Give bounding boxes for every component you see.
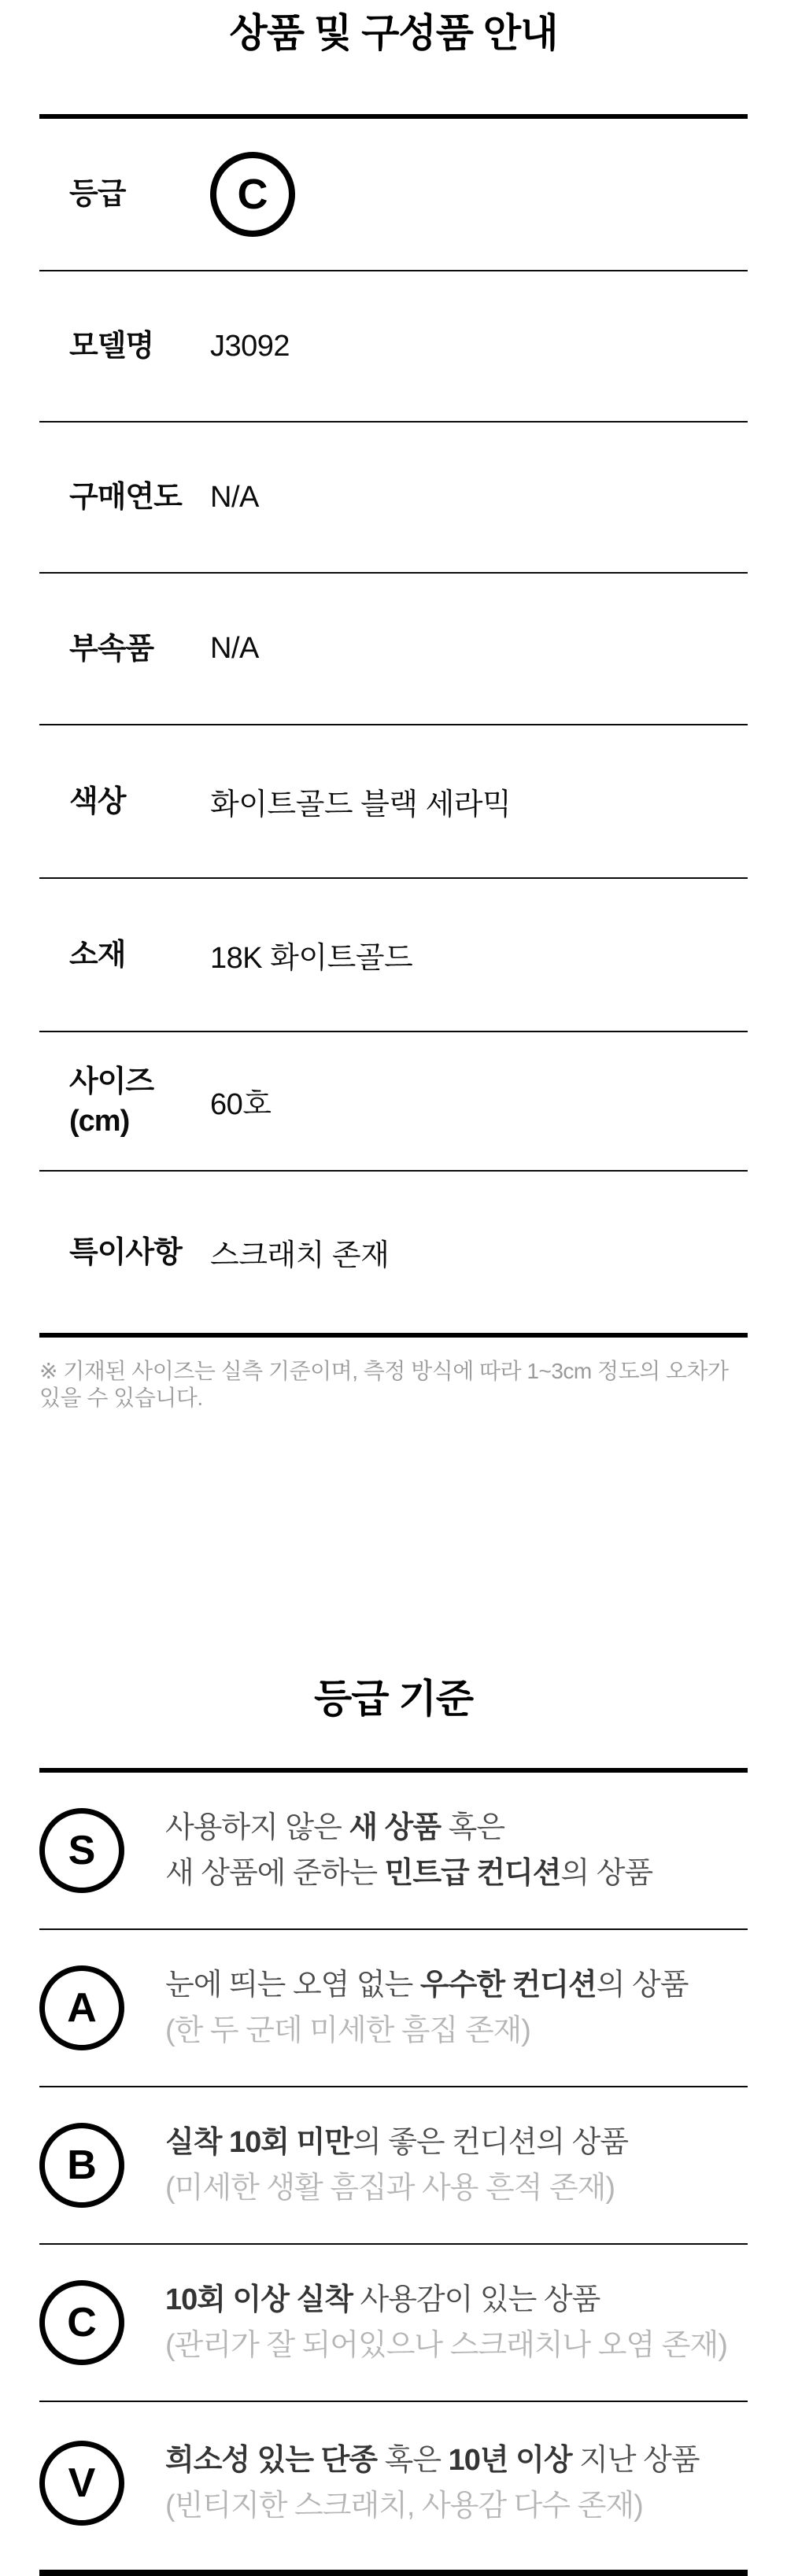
spec-row-grade bbox=[39, 119, 748, 271]
grade-a-icon: A bbox=[39, 1965, 124, 2050]
spec-row-size bbox=[39, 1032, 748, 1172]
grade-c-icon: C bbox=[39, 2280, 124, 2365]
spec-row-notes bbox=[39, 1172, 748, 1333]
grade-b-icon: B bbox=[39, 2123, 124, 2208]
spec-label: 색상 bbox=[69, 784, 126, 818]
grade-description bbox=[165, 1962, 688, 2054]
spec-label: 모델명 bbox=[69, 330, 154, 363]
grade-description bbox=[165, 1805, 652, 1896]
spec-value: 18K 화이트골드 bbox=[210, 942, 413, 975]
grade-list bbox=[39, 1773, 748, 2563]
grade-desc-line1: 눈에 띄는 오염 없는 우수한 컨디션의 상품 bbox=[165, 1969, 689, 2002]
grade-description bbox=[165, 2277, 727, 2368]
grade-v-icon: V bbox=[39, 2441, 124, 2526]
grade-desc-line2: (빈티지한 스크래치, 사용감 다수 존재) bbox=[165, 2489, 643, 2522]
spec-label-line2: (cm) bbox=[69, 1104, 130, 1138]
grade-desc-line2: 새 상품에 준하는 민트급 컨디션의 상품 bbox=[165, 1857, 653, 1890]
spec-row-color bbox=[39, 725, 748, 879]
grade-desc-line2: (미세한 생활 흠집과 사용 흔적 존재) bbox=[165, 2172, 615, 2205]
product-info-title: 상품 및 구성품 안내 bbox=[229, 11, 558, 55]
size-footnote: ※ 기재된 사이즈는 실측 기준이며, 측정 방식에 따라 1~3cm 정도의 오차가 있을 수 있습니다. bbox=[39, 1359, 729, 1410]
grade-row-b bbox=[39, 2087, 748, 2245]
grade-description bbox=[165, 2120, 628, 2211]
spec-label: 부속품 bbox=[69, 632, 154, 666]
spec-value: N/A bbox=[210, 632, 259, 665]
grade-c-badge-icon: C bbox=[210, 152, 295, 237]
spec-label bbox=[69, 1062, 210, 1141]
spec-row-purchase-year bbox=[39, 423, 748, 574]
grade-desc-line1: 실착 10회 미만의 좋은 컨디션의 상품 bbox=[165, 2126, 628, 2159]
grade-row-s bbox=[39, 1773, 748, 1930]
spec-value: J3092 bbox=[210, 329, 290, 363]
spec-table bbox=[39, 114, 748, 1338]
grading-title: 등급 기준 bbox=[313, 1677, 474, 1721]
spec-row-material bbox=[39, 879, 748, 1032]
spec-value: 스크래치 존재 bbox=[210, 1239, 390, 1272]
spec-label: 구매연도 bbox=[69, 481, 182, 514]
grade-row-a bbox=[39, 1930, 748, 2087]
grade-desc-line1: 희소성 있는 단종 혹은 10년 이상 지난 상품 bbox=[165, 2443, 700, 2477]
grade-row-c bbox=[39, 2245, 748, 2402]
spec-label-line1: 사이즈 bbox=[69, 1065, 154, 1098]
spec-row-accessories bbox=[39, 574, 748, 725]
grade-s-icon: S bbox=[39, 1808, 124, 1893]
grade-desc-line2: (관리가 잘 되어있으나 스크래치나 오염 존재) bbox=[165, 2329, 727, 2362]
grading-bottom-divider bbox=[39, 2570, 748, 2576]
grade-desc-line1: 사용하지 않은 새 상품 혹은 bbox=[165, 1811, 505, 1844]
spec-label: 특이사항 bbox=[69, 1235, 182, 1269]
spec-value: 화이트골드 블랙 세라믹 bbox=[210, 788, 512, 821]
grade-row-v bbox=[39, 2402, 748, 2563]
grade-description bbox=[165, 2438, 700, 2529]
spec-value: 60호 bbox=[210, 1088, 272, 1121]
grading-section bbox=[0, 1674, 787, 2576]
grade-desc-line1: 10회 이상 실착 사용감이 있는 상품 bbox=[165, 2283, 600, 2316]
spec-label: 소재 bbox=[69, 938, 126, 972]
spec-row-model bbox=[39, 271, 748, 423]
grade-desc-line2: (한 두 군데 미세한 흠집 존재) bbox=[165, 2014, 530, 2047]
spec-label: 등급 bbox=[69, 178, 126, 211]
spec-value: N/A bbox=[210, 480, 259, 514]
